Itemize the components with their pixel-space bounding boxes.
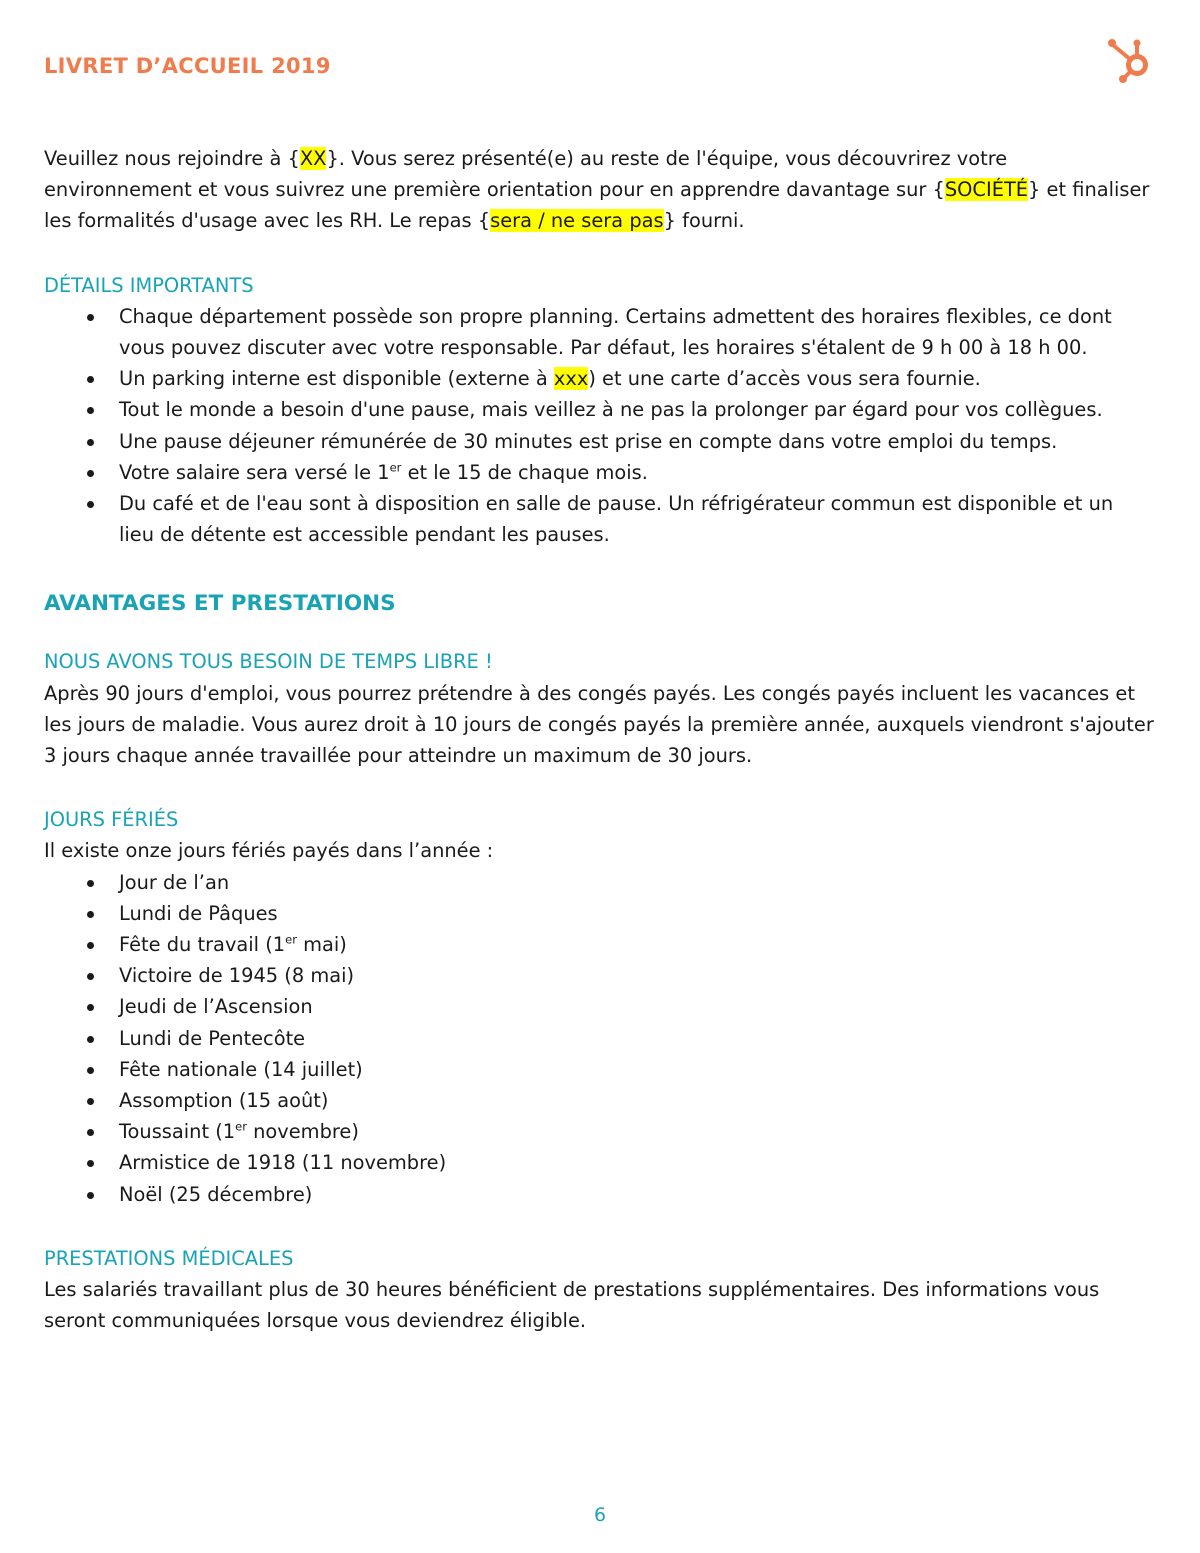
superscript: er (235, 1119, 247, 1134)
list-item-text: Fête du travail (1 (119, 933, 286, 957)
superscript: er (285, 932, 297, 947)
intro-text: Veuillez nous rejoindre à { (44, 147, 300, 170)
medical-heading: PRESTATIONS MÉDICALES (44, 1246, 294, 1270)
list-item-text: ) et une carte d’accès vous sera fournie. (588, 367, 981, 391)
details-heading: DÉTAILS IMPORTANTS (44, 273, 254, 297)
list-item (119, 1116, 1154, 1147)
document-title: LIVRET D’ACCUEIL 2019 (44, 54, 331, 78)
list-item-text: novembre) (246, 1120, 359, 1144)
details-list (44, 301, 1154, 551)
list-item: Une pause déjeuner rémunérée de 30 minutes est prise en compte dans votre emploi du temps. (119, 426, 1154, 457)
placeholder-date: XX (299, 147, 327, 170)
list-item (119, 929, 1154, 960)
list-item-text: et le 15 de chaque mois. (401, 460, 648, 484)
intro-paragraph (44, 143, 1154, 237)
page-number: 6 (593, 1504, 607, 1526)
medical-paragraph: Les salariés travaillant plus de 30 heures bénéficient de prestations supplémentaires. Des informations vous seront communiquées lorsque vous deviendrez éligible. (44, 1278, 1100, 1333)
list-item: Fête nationale (14 juillet) (119, 1054, 1154, 1085)
list-item-text: Un parking interne est disponible (externe à (119, 367, 554, 391)
superscript: er (389, 460, 402, 475)
list-item: Chaque département possède son propre planning. Certains admettent des horaires flexibles, ce dont vous pouvez discuter avec votre responsable. Par défaut, les horaires s'étalent de 9 h 00 à 18 h 00. (119, 301, 1154, 363)
intro-text: }. Vous serez présenté(e) au reste de l'équipe, vous découvrirez votre environnement et vous suivrez une première orientation pour en apprendre davantage sur { (44, 147, 1008, 202)
intro-text: } fourni. (663, 209, 745, 233)
time-off-heading: NOUS AVONS TOUS BESOIN DE TEMPS LIBRE ! (44, 650, 493, 674)
list-item-text: Votre salaire sera versé le 1 (119, 460, 390, 484)
list-item-text: Toussaint (1 (119, 1120, 236, 1144)
list-item: Lundi de Pâques (119, 898, 1154, 929)
time-off-paragraph: Après 90 jours d'emploi, vous pourrez prétendre à des congés payés. Les congés payés incluent les vacances et les jours de maladie. Vous aurez droit à 10 jours de congés payés la première année, auxquels viendront s'ajouter 3 jours chaque année travaillée pour atteindre un maximum de 30 jours. (44, 681, 1154, 768)
list-item: Tout le monde a besoin d'une pause, mais veillez à ne pas la prolonger par égard pour vos collègues. (119, 394, 1154, 425)
list-item: Assomption (15 août) (119, 1085, 1154, 1116)
list-item-text: mai) (296, 933, 347, 957)
placeholder-parking: xxx (553, 367, 589, 391)
list-item (119, 363, 1154, 394)
list-item: Jeudi de l’Ascension (119, 991, 1154, 1022)
list-item: Noël (25 décembre) (119, 1179, 1154, 1210)
holidays-heading: JOURS FÉRIÉS (44, 808, 179, 832)
list-item: Jour de l’an (119, 867, 1154, 898)
list-item: Armistice de 1918 (11 novembre) (119, 1147, 1154, 1178)
intro-text: } et finaliser les formalités d'usage avec les RH. Le repas { (44, 178, 1150, 233)
placeholder-meal: sera / ne sera pas (490, 209, 664, 233)
placeholder-company: SOCIÉTÉ (944, 178, 1029, 202)
hubspot-sprocket-icon (1104, 34, 1158, 88)
list-item: Du café et de l'eau sont à disposition en salle de pause. Un réfrigérateur commun est disponible et un lieu de détente est accessible pendant les pauses. (119, 488, 1154, 550)
holidays-list (44, 867, 1154, 1210)
list-item (119, 457, 1154, 488)
list-item: Lundi de Pentecôte (119, 1023, 1154, 1054)
list-item: Victoire de 1945 (8 mai) (119, 960, 1154, 991)
document-body (44, 143, 1154, 1337)
benefits-heading: AVANTAGES ET PRESTATIONS (44, 591, 396, 617)
holidays-intro: Il existe onze jours fériés payés dans l’année : (44, 839, 494, 863)
